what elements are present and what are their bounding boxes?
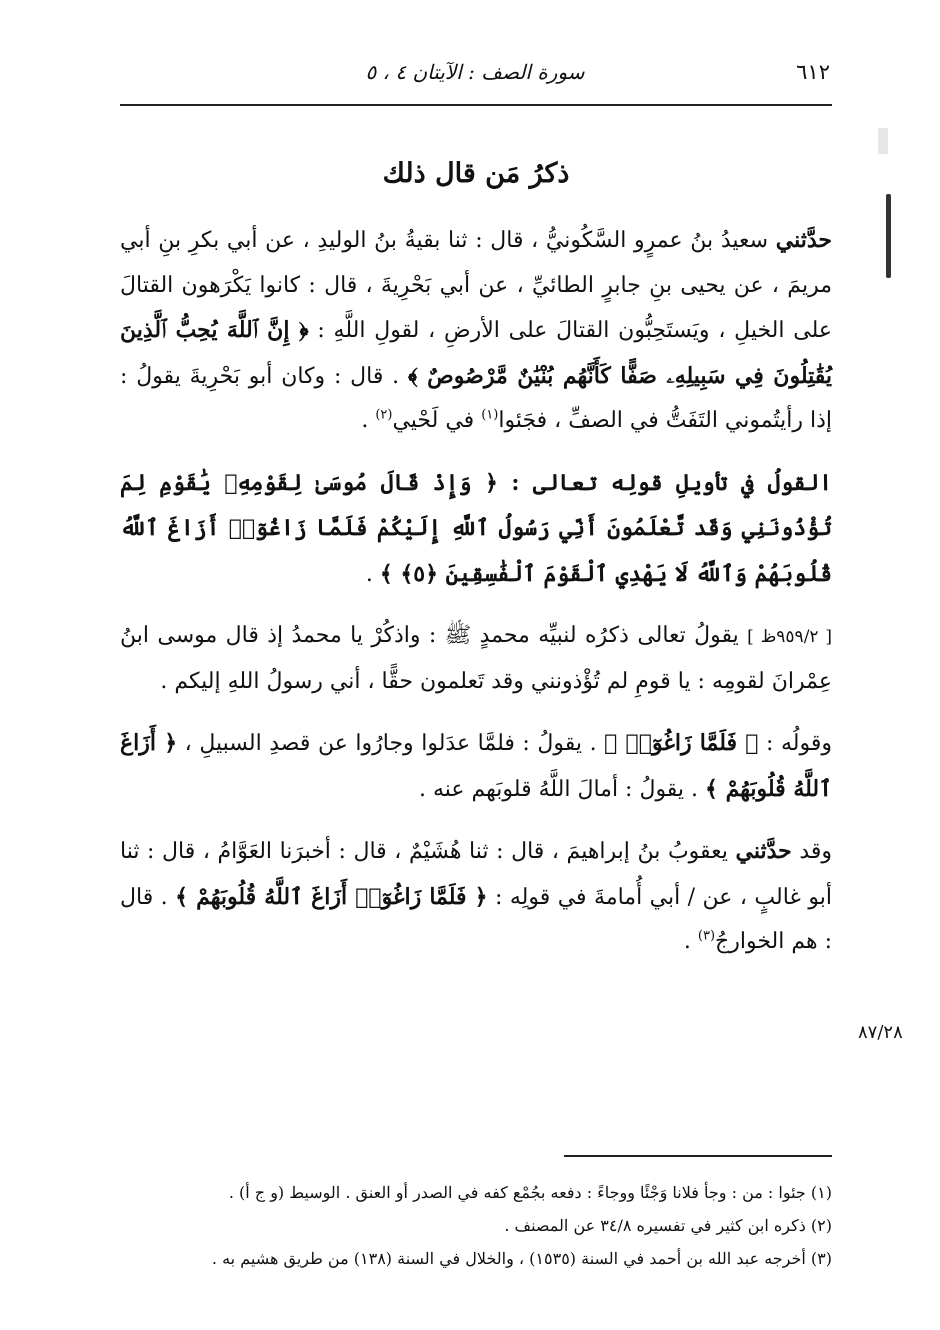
footnote-3: (٣) أخرجه عبد الله بن أحمد في السنة (١٥٣٥) ، والخلال في السنة (١٣٨) من طريق هشيم به . <box>211 1249 832 1268</box>
paragraph-text: . يقولُ : أمالَ اللَّهُ قلوبَهم عنه . <box>418 776 706 802</box>
paragraph-3 <box>120 614 832 704</box>
paragraph-text: . <box>683 929 698 954</box>
paragraph-text: يعقوبُ بنُ إبراهيمَ ، قال : ثنا هُشَيْمٌ ، قال : أخبرَنا العَوَّامُ ، قال : ثنا أبو غالبٍ ، عن / أبي أُمامةَ في قولِه : <box>120 839 832 910</box>
paragraph-text: وقد <box>791 839 833 864</box>
paragraph-1 <box>120 218 832 444</box>
paragraph-2 <box>120 461 832 598</box>
running-title: سورة الصف : الآيتان ٤ ، ٥ <box>365 60 585 84</box>
footnote-marker-3[interactable]: (٣) <box>697 928 716 944</box>
paragraph-4 <box>120 721 832 812</box>
paragraph-lead: حدَّثني <box>775 227 832 253</box>
scan-smudge <box>878 128 888 154</box>
margin-page-reference: ٨٧/٢٨ <box>858 1022 903 1043</box>
header-rule <box>120 104 832 106</box>
paragraph-text: يقولُ تعالى ذكرُه لنبيِّه محمدٍ ﷺ : واذكُرْ يا محمدُ إذ قال موسى ابنُ عِمْرانَ لقومِه : يا قومِ لم تُؤْذونني وقد تَعلمون حقًّا ، أني رسولُ اللهِ إليكم . <box>120 623 832 694</box>
footnote-2: (٢) ذكره ابن كثير في تفسيره ٣٤/٨ عن المصنف . <box>504 1216 832 1235</box>
paragraph-text: . <box>361 408 376 433</box>
quran-verse: ﴿ أَزَاغَ ٱللَّهُ قُلُوبَهُمْ ﴾ <box>120 730 832 802</box>
paragraph-5 <box>120 829 832 965</box>
section-heading-inline: القولُ في تأويلِ قولِه تعالى : <box>497 469 832 496</box>
page-number: ٦١٢ <box>796 60 830 84</box>
footnote-rule <box>564 1155 832 1157</box>
footnote-marker-1[interactable]: (١) <box>481 407 499 423</box>
quran-verse: ﴿ إِنَّ ٱللَّهَ يُحِبُّ ٱلَّذِينَ يُقَٰتِلُونَ فِي سَبِيلِهِۦ صَفًّا كَأَنَّهُم بُنْيَٰنٌ مَّرْصُوصٌ ﴾ <box>120 317 832 389</box>
quran-verse: ﴿ وَإِذْ قَالَ مُوسَىٰ لِقَوْمِهِۦ يَٰقَوْمِ لِمَ تُؤْذُونَنِي وَقَد تَّعْلَمُونَ أَنِّي رَسُولُ ٱللَّهِ إِلَيْكُمْ فَلَمَّا زَاغُوٓا۟ أَزَاغَ ٱللَّهُ قُلُوبَهُمْ وَٱللَّهُ لَا يَهْدِي ٱلْقَوْمَ ٱلْفَٰسِقِينَ ﴿٥﴾ ﴾ <box>120 469 832 587</box>
paragraph-text: وقولُه : <box>758 731 832 756</box>
paragraph-lead: حدَّثني <box>735 838 792 864</box>
quran-verse: ﴿ فَلَمَّا زَاغُوٓا۟ أَزَاغَ ٱللَّهُ قُلُوبَهُمْ ﴾ <box>175 883 488 910</box>
footnote-marker-2[interactable]: (٢) <box>375 407 393 423</box>
paragraph-text: . <box>365 561 380 587</box>
page-header <box>120 58 830 98</box>
quran-verse: ﴿ فَلَمَّا زَاغُوٓا۟ ﴾ <box>604 730 759 756</box>
section-title: ذكرُ مَن قال ذلك <box>382 158 570 189</box>
footnote-1: (١) جئوا : من : وجأ فلانا وَجْئًا ووجاءً : دفعه بجُمْع كفه في الصدر أو العنق . الوسيط (و ج أ) . <box>228 1183 832 1202</box>
footnotes <box>120 1176 832 1275</box>
paragraph-text: . يقولُ : فلمَّا عدَلوا وجارُوا عن قصدِ السبيلِ ، <box>177 731 605 756</box>
paragraph-text: . قال : وكان أبو بَحْرِيةَ يقولُ : إذا رأيتُموني التَفَتُّ في الصفِّ ، فجَئوا <box>120 363 832 433</box>
manuscript-reference: [ ٩٥٩/٢ظ ] <box>747 627 832 647</box>
main-text <box>120 218 832 965</box>
paragraph-text: . قال : هم الخوارجُ <box>120 884 832 954</box>
scan-edge-mark <box>886 194 891 278</box>
paragraph-text: سعيدُ بنُ عمرٍو السَّكُونيُّ ، قال : ثنا بقيةُ بنُ الوليدِ ، عن أبي بكرِ بنِ أبي مريمَ ، عن يحيى بنِ جابرٍ الطائيِّ ، عن أبي بَحْرِيةَ ، قال : كانوا يَكْرَهون القتالَ على الخيلِ ، ويَستَحِبُّون القتالَ على الأرضِ ، لقولِ اللَّهِ : <box>120 228 832 343</box>
paragraph-text: في لَحْيي <box>392 408 482 433</box>
